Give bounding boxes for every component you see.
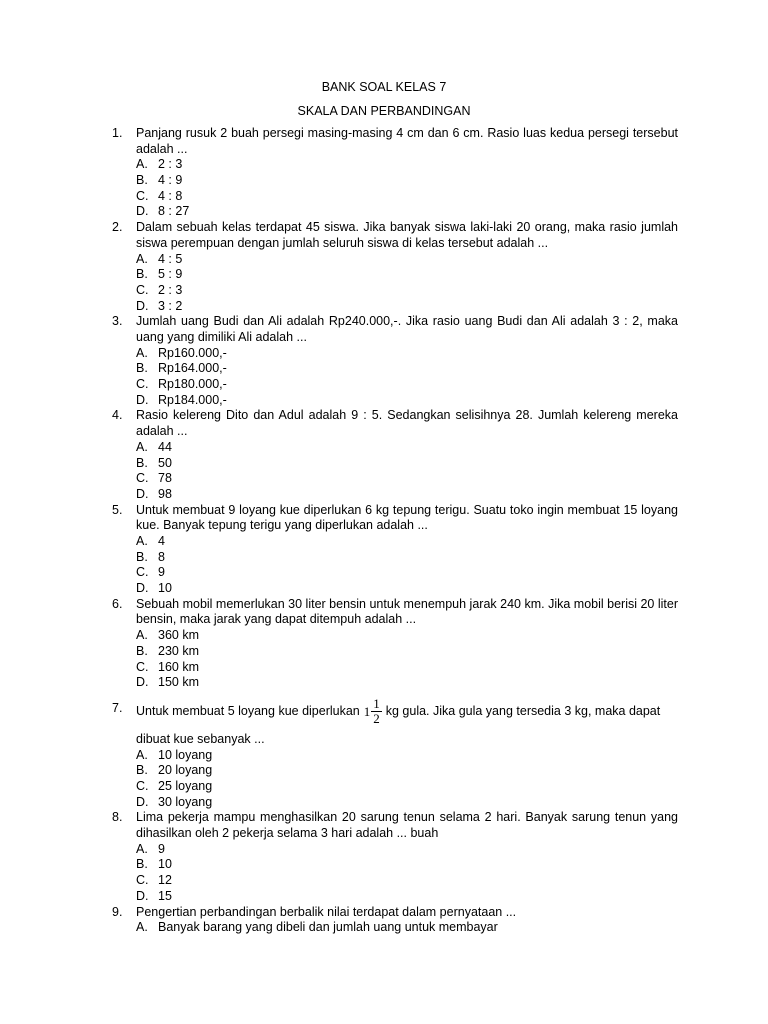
option-item: [136, 550, 678, 566]
option-letter: B.: [136, 763, 148, 778]
option-text: 98: [158, 486, 172, 501]
option-letter: B.: [136, 361, 148, 376]
option-text: 150 km: [158, 675, 199, 690]
question-item: [112, 220, 678, 314]
option-item: [136, 346, 678, 362]
question-item: [112, 503, 678, 597]
option-item: [136, 675, 678, 691]
question-number: 4.: [112, 408, 123, 423]
option-text: 9: [158, 565, 165, 580]
option-list: [136, 628, 678, 691]
option-list: [136, 534, 678, 597]
option-text: 25 loyang: [158, 779, 213, 794]
option-letter: D.: [136, 888, 149, 903]
option-item: [136, 779, 678, 795]
question-text-before-fraction: Untuk membuat 5 loyang kue diperlukan: [136, 703, 360, 718]
option-item: [136, 189, 678, 205]
option-text: 5 : 9: [158, 267, 183, 282]
option-text: 8 : 27: [158, 204, 190, 219]
option-text: 10: [158, 581, 172, 596]
option-letter: C.: [136, 471, 149, 486]
option-item: [136, 842, 678, 858]
option-letter: C.: [136, 779, 149, 794]
option-list: [136, 842, 678, 905]
option-text: 30 loyang: [158, 794, 213, 809]
option-item: [136, 361, 678, 377]
question-item: [112, 691, 678, 810]
option-text: 20 loyang: [158, 763, 213, 778]
option-text: 2 : 3: [158, 282, 183, 297]
question-item: [112, 810, 678, 904]
fraction: [371, 697, 382, 726]
option-text: 4 : 8: [158, 188, 183, 203]
fraction-whole: 1: [363, 703, 371, 719]
option-item: [136, 252, 678, 268]
option-item: [136, 534, 678, 550]
question-number: 2.: [112, 220, 123, 235]
option-list: [136, 748, 678, 811]
question-number: 6.: [112, 596, 123, 611]
option-item: [136, 487, 678, 503]
fraction-denominator: 2: [373, 710, 380, 726]
option-letter: C.: [136, 377, 149, 392]
option-text: 9: [158, 841, 165, 856]
question-text: Pengertian perbandingan berbalik nilai terdapat dalam pernyataan ...: [136, 904, 517, 919]
option-item: [136, 299, 678, 315]
option-list: [136, 920, 678, 936]
option-item: [136, 660, 678, 676]
option-text: 3 : 2: [158, 298, 183, 313]
question-item: [112, 408, 678, 502]
option-text: 10 loyang: [158, 747, 213, 762]
option-item: [136, 644, 678, 660]
question-text: Lima pekerja mampu menghasilkan 20 sarung tenun selama 2 hari. Banyak sarung tenun yang dihasilkan oleh 2 pekerja selama 3 hari adalah ... buah: [136, 810, 678, 841]
question-item: [112, 905, 678, 936]
option-letter: C.: [136, 282, 149, 297]
option-text: 50: [158, 455, 172, 470]
option-letter: C.: [136, 659, 149, 674]
question-number: 9.: [112, 904, 123, 919]
option-item: [136, 889, 678, 905]
option-text: 15: [158, 888, 172, 903]
option-text: 10: [158, 857, 172, 872]
option-letter: D.: [136, 486, 149, 501]
option-letter: A.: [136, 841, 148, 856]
option-item: [136, 377, 678, 393]
option-text: Rp184.000,-: [158, 392, 227, 407]
option-text: 2 : 3: [158, 157, 183, 172]
option-letter: A.: [136, 157, 148, 172]
option-item: [136, 267, 678, 283]
option-item: [136, 581, 678, 597]
question-text-after-fraction: kg gula. Jika gula yang tersedia 3 kg, maka dapat: [385, 703, 661, 718]
question-text: Sebuah mobil memerlukan 30 liter bensin untuk menempuh jarak 240 km. Jika mobil berisi 20 liter bensin, maka jarak yang dapat ditempuh adalah ...: [136, 596, 678, 627]
option-letter: B.: [136, 549, 148, 564]
option-letter: D.: [136, 581, 149, 596]
option-letter: B.: [136, 643, 148, 658]
option-text: 12: [158, 873, 172, 888]
question-text: Panjang rusuk 2 buah persegi masing-masing 4 cm dan 6 cm. Rasio luas kedua persegi tersebut adalah ...: [136, 126, 678, 156]
option-item: [136, 471, 678, 487]
option-list: [136, 252, 678, 315]
option-item: [136, 763, 678, 779]
option-letter: D.: [136, 392, 149, 407]
question-text: Jumlah uang Budi dan Ali adalah Rp240.000,-. Jika rasio uang Budi dan Ali adalah 3 : 2, maka uang yang dimiliki Ali adalah ...: [136, 314, 678, 345]
option-letter: C.: [136, 873, 149, 888]
question-text-continuation: dibuat kue sebanyak ...: [136, 731, 265, 746]
option-text: 4 : 5: [158, 251, 183, 266]
option-item: [136, 873, 678, 889]
option-letter: A.: [136, 251, 148, 266]
option-letter: D.: [136, 675, 149, 690]
option-item: [136, 456, 678, 472]
question-list: [112, 126, 678, 936]
option-text: Rp180.000,-: [158, 377, 227, 392]
option-list: [136, 440, 678, 503]
option-letter: D.: [136, 298, 149, 313]
option-item: [136, 157, 678, 173]
option-letter: B.: [136, 267, 148, 282]
option-letter: D.: [136, 204, 149, 219]
option-list: [136, 346, 678, 409]
option-item: [136, 920, 678, 936]
option-text: 360 km: [158, 628, 199, 643]
option-item: [136, 628, 678, 644]
option-text: 4: [158, 534, 165, 549]
option-item: [136, 393, 678, 409]
option-letter: A.: [136, 439, 148, 454]
question-number: 7.: [112, 700, 123, 715]
option-item: [136, 440, 678, 456]
option-item: [136, 857, 678, 873]
option-letter: B.: [136, 455, 148, 470]
option-text: Banyak barang yang dibeli dan jumlah uang untuk membayar: [158, 920, 498, 935]
question-text: Rasio kelereng Dito dan Adul adalah 9 : 5. Sedangkan selisihnya 28. Jumlah kelereng mereka adalah ...: [136, 408, 678, 439]
option-item: [136, 204, 678, 220]
option-text: 78: [158, 471, 172, 486]
option-letter: A.: [136, 534, 148, 549]
question-number: 8.: [112, 810, 123, 825]
option-letter: B.: [136, 173, 148, 188]
question-text: [136, 691, 678, 726]
question-item: [112, 126, 678, 220]
option-text: 230 km: [158, 643, 199, 658]
option-letter: C.: [136, 565, 149, 580]
option-letter: A.: [136, 747, 148, 762]
question-item: [112, 314, 678, 408]
question-text: Untuk membuat 9 loyang kue diperlukan 6 kg tepung terigu. Suatu toko ingin membuat 15 loyang kue. Banyak tepung terigu yang diperlukan adalah ...: [136, 502, 678, 533]
option-letter: A.: [136, 920, 148, 935]
option-letter: A.: [136, 628, 148, 643]
document-subtitle: SKALA DAN PERBANDINGAN: [297, 104, 471, 118]
option-text: 44: [158, 439, 172, 454]
question-item: [112, 597, 678, 691]
mixed-fraction: [364, 697, 382, 726]
option-item: [136, 283, 678, 299]
option-text: Rp164.000,-: [158, 361, 227, 376]
option-text: 4 : 9: [158, 173, 183, 188]
option-item: [136, 748, 678, 764]
question-number: 1.: [112, 126, 123, 140]
question-text: Dalam sebuah kelas terdapat 45 siswa. Jika banyak siswa laki-laki 20 orang, maka rasio jumlah siswa perempuan dengan jumlah seluruh siswa di kelas tersebut adalah ...: [136, 220, 678, 250]
question-number: 3.: [112, 314, 123, 329]
option-item: [136, 795, 678, 811]
option-letter: C.: [136, 188, 149, 203]
option-item: [136, 173, 678, 189]
option-list: [136, 157, 678, 220]
document-title: BANK SOAL KELAS 7: [321, 80, 447, 94]
option-text: 160 km: [158, 659, 199, 674]
option-letter: D.: [136, 794, 149, 809]
option-text: 8: [158, 549, 165, 564]
option-letter: A.: [136, 345, 148, 360]
option-letter: B.: [136, 857, 148, 872]
question-number: 5.: [112, 502, 123, 517]
fraction-numerator: 1: [373, 695, 380, 711]
option-text: Rp160.000,-: [158, 345, 227, 360]
option-item: [136, 565, 678, 581]
